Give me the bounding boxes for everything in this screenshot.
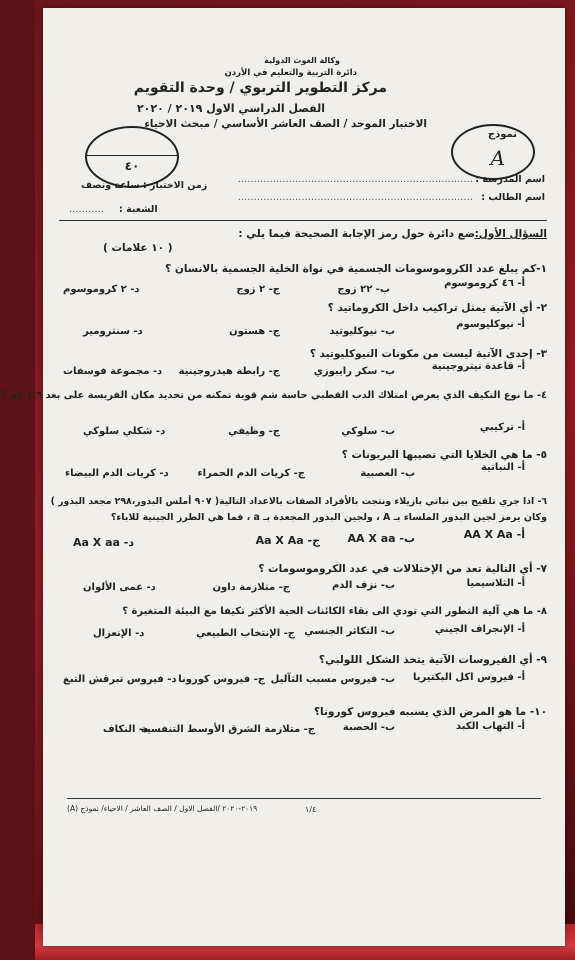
- question-6-line2: وكان يرمز لجين البذور الملساء بـ A ، ولجين البذور المجعدة بـ a ، فما هي الطرز الجينية للاباء؟: [110, 512, 547, 523]
- q4-option-b[interactable]: ب- سلوكي: [341, 426, 395, 437]
- model-badge: [451, 124, 535, 180]
- q2-option-b[interactable]: ب- نيوكليوتيد: [329, 326, 395, 337]
- exam-title: الاختبار الموحد / الصف العاشر الأساسي / مبحث الاحياء: [144, 118, 427, 130]
- agency-name: وكالة الغوث الدولية: [264, 56, 340, 65]
- q6-option-d[interactable]: د- Aa X aa: [73, 536, 134, 549]
- q1-option-a[interactable]: أ- ٤٦ كروموسوم: [444, 278, 525, 289]
- q9-option-d[interactable]: د- فيروس تبرقش التبغ: [63, 674, 177, 685]
- q7-option-d[interactable]: د- عمى الألوان: [83, 582, 156, 593]
- q9-option-b[interactable]: ب- فيروس مسبب الثآليل: [270, 674, 395, 685]
- q5-option-b[interactable]: ب- العصبية: [360, 468, 415, 479]
- q4-option-c[interactable]: ج- وظيفي: [228, 426, 280, 437]
- q10-option-a[interactable]: أ- التهاب الكبد: [455, 721, 525, 732]
- q6-option-a[interactable]: أ- AA X Aa: [463, 528, 525, 541]
- student-label: اسم الطالب :: [481, 192, 545, 203]
- model-label: نموذج: [487, 129, 517, 140]
- q1-option-b[interactable]: ب- ٢٢ زوج: [337, 284, 390, 295]
- q10-option-c[interactable]: ج- متلازمة الشرق الأوسط التنفسية: [140, 724, 315, 735]
- q8-option-b[interactable]: ب- التكاثر الجنسي: [304, 626, 395, 637]
- q5-option-a[interactable]: أ- النباتية: [480, 462, 525, 473]
- q9-option-a[interactable]: أ- فيروس اكل البكتيريا: [412, 672, 525, 683]
- q2-option-c[interactable]: ج- هستون: [229, 326, 280, 337]
- q10-option-b[interactable]: ب- الحصبة: [342, 722, 395, 733]
- q9-option-c[interactable]: ج- فيروس كورونا: [178, 674, 265, 685]
- question-10: ١٠- ما هو المرض الذي يسببه فيروس كورونا؟: [313, 706, 547, 718]
- q3-option-d[interactable]: د- مجموعة فوسفات: [63, 366, 163, 377]
- header-divider: [59, 220, 547, 221]
- q8-option-d[interactable]: د- الإنعزال: [93, 628, 145, 639]
- page-number: ١/٤: [305, 805, 317, 814]
- q10-option-d[interactable]: د- النكاف: [103, 724, 149, 735]
- q3-option-a[interactable]: أ- قاعدة نيتروجينية: [431, 361, 525, 372]
- footer-divider: [67, 798, 541, 799]
- q1-option-c[interactable]: ج- ٢ زوج: [236, 284, 280, 295]
- score-circle: [85, 126, 179, 188]
- question-2: ٢- أي الآتية يمثل تراكيب داخل الكروماتيد ؟: [327, 302, 547, 314]
- q8-option-a[interactable]: أ- الإنجراف الجيني: [434, 624, 525, 635]
- duration-label: زمن الاختبار : ساعة ونصف: [81, 180, 208, 191]
- school-field[interactable]: ..........................................................................: [237, 174, 473, 185]
- q7-option-b[interactable]: ب- نزف الدم: [331, 580, 395, 591]
- student-field[interactable]: ..........................................................................: [237, 192, 473, 203]
- q7-option-c[interactable]: ج- متلازمة داون: [212, 582, 290, 593]
- question-9: ٩- أي الفيروسات الآتية يتخذ الشكل اللولبي؟: [318, 654, 547, 666]
- model-value: A: [490, 146, 505, 170]
- q5-option-c[interactable]: ج- كريات الدم الحمراء: [197, 468, 305, 479]
- q1-option-d[interactable]: د- ٢ كروموسوم: [63, 284, 140, 295]
- q6-option-c[interactable]: ج- Aa X Aa: [255, 534, 320, 547]
- section-label: الشعبة :: [119, 204, 158, 215]
- total-score: ٤٠: [124, 159, 140, 173]
- department-name: دائرة التربية والتعليم في الأردن: [224, 68, 357, 78]
- score-divider: [87, 155, 177, 156]
- question-4: ٤- ما نوع التكيف الذي يعرض امتلاك الدب القطبي حاسة شم قوية تمكنه من تحديد مكان الفريسة على بعد ١,٦ كم ؟: [0, 390, 547, 401]
- question-8: ٨- ما هي آلية التطور التي تودي الى بقاء الكائنات الحية الأكثر تكيفا مع البيئة المتغيرة ؟: [122, 606, 547, 617]
- question-7: ٧- أي التالية تعد من الإختلالات في عدد الكروموسومات ؟: [258, 563, 547, 575]
- footer-info: ٢٠١٩-٢٠٢٠ /الفصل الاول / الصف العاشر / الاحياء/ نموذج (A): [67, 804, 258, 813]
- q3-option-c[interactable]: ج- رابطة هيدروجينية: [178, 366, 280, 377]
- question-5: ٥- ما هي الخلايا التي تصيبها البريونات ؟: [341, 449, 547, 461]
- q5-option-d[interactable]: د- كريات الدم البيضاء: [65, 468, 169, 479]
- question-1: ١-كم يبلغ عدد الكروموسومات الجسمية في نواة الخلية الجسمية بالانسان ؟: [165, 263, 547, 275]
- section-marks: ( ١٠ علامات ): [103, 242, 173, 254]
- q6-option-b[interactable]: ب- AA X aa: [347, 532, 415, 545]
- q7-option-a[interactable]: أ- الثلاسيميا: [466, 578, 525, 589]
- q2-option-a[interactable]: أ- نيوكليوسوم: [456, 319, 525, 330]
- center-title: مركز التطوير التربوي / وحدة التقويم: [133, 80, 387, 96]
- q4-option-d[interactable]: د- شكلي سلوكي: [83, 426, 166, 437]
- exam-paper: [0, 8, 565, 946]
- school-label: اسم المدرسة :: [475, 174, 545, 185]
- q4-option-a[interactable]: أ- تركيبي: [479, 422, 525, 433]
- section-title: السؤال الأول:: [474, 228, 547, 240]
- semester-line: الفصل الدراسي الاول ٢٠١٩ / ٢٠٢٠: [136, 102, 325, 115]
- section-instruction: ضع دائرة حول رمز الإجابة الصحيحة فيما يلي :: [238, 228, 475, 240]
- question-6: ٦- اذا جري تلقيح بين نباتي بازيلاء ونتجت بالأفراد الصفات بالاعداد التالية( ٩٠٧ أملس البذور،٢٩٨ مجعد البذور ): [50, 496, 547, 507]
- q8-option-c[interactable]: ج- الإنتخاب الطبيعي: [196, 628, 295, 639]
- question-3: ٣- إحدى الآتية ليست من مكونات النيوكليوتيد ؟: [309, 348, 547, 360]
- q3-option-b[interactable]: ب- سكر رايبوزي: [313, 366, 395, 377]
- section-field[interactable]: ...........: [69, 204, 104, 215]
- q2-option-d[interactable]: د- سنترومير: [83, 326, 143, 337]
